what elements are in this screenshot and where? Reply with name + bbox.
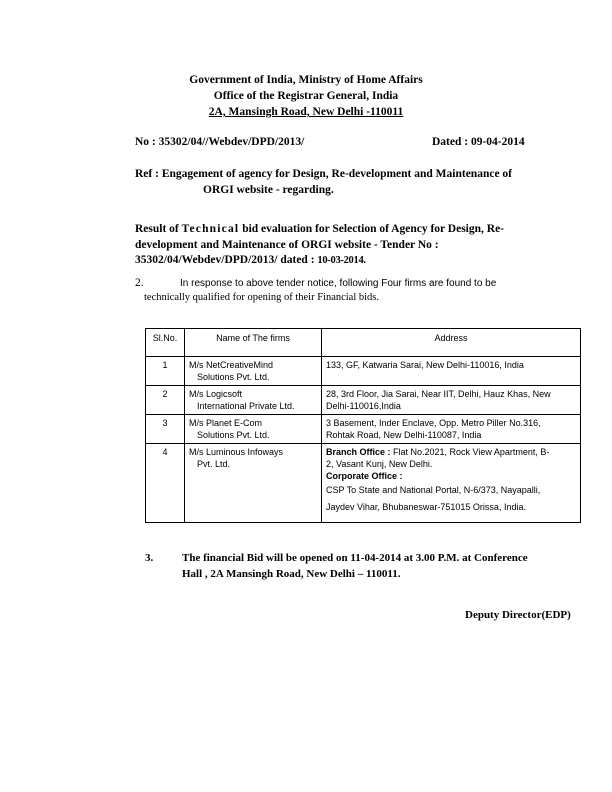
branch-office-line-1 [326, 446, 576, 458]
cell-slno: 4 [146, 444, 185, 523]
table-row [146, 444, 581, 523]
letterhead [0, 72, 612, 120]
subject-line-2: ORGI website - regarding. [203, 184, 334, 196]
column-header-address: Address [322, 329, 581, 357]
paragraph-2-number: 2. [135, 277, 144, 289]
paragraph-3-number: 3. [145, 552, 154, 564]
reference-date: Dated : 09-04-2014 [432, 136, 525, 148]
address-line-2: Rohtak Road, New Delhi-110087, India [326, 430, 482, 440]
cell-firm-name [185, 415, 322, 444]
firm-name-line-2: Solutions Pvt. Ltd. [197, 430, 270, 440]
branch-office-text: Flat No.2021, Rock View Apartment, B- [390, 447, 550, 457]
address-line-1: 3 Basement, Inder Enclave, Opp. Metro Piller No.316, [326, 418, 541, 428]
header-ministry: Government of India, Ministry of Home Affairs [189, 74, 423, 86]
paragraph-3-text: The financial Bid will be opened on 11-04-2014 at 3.00 P.M. at Conference [182, 552, 528, 564]
result-line-1-rest: bid evaluation for Selection of Agency for Design, Re- [242, 223, 505, 235]
table-row [146, 386, 581, 415]
address-line-1: 133, GF, Katwaria Sarai, New Delhi-110016, India [326, 360, 524, 370]
result-heading [135, 222, 535, 269]
subject-reference [135, 166, 545, 198]
branch-office-label: Branch Office : [326, 447, 391, 457]
cell-address [322, 357, 581, 386]
cell-slno: 1 [146, 357, 185, 386]
cell-address [322, 444, 581, 523]
paragraph-2-line-2: technically qualified for opening of their Financial bids. [144, 292, 380, 303]
reference-number: No : 35302/04//Webdev/DPD/2013/ [135, 136, 305, 148]
subject-line-1: Ref : Engagement of agency for Design, Re-development and Maintenance of [135, 168, 513, 180]
firm-name-line-1: M/s NetCreativeMind [189, 360, 274, 370]
paragraph-2-text: In response to above tender notice, following Four firms are found to be [180, 278, 497, 289]
header-address: 2A, Mansingh Road, New Delhi -110011 [208, 106, 404, 118]
cell-slno: 3 [146, 415, 185, 444]
cell-slno: 2 [146, 386, 185, 415]
corporate-office-label: Corporate Office : [326, 471, 403, 481]
header-office: Office of the Registrar General, India [213, 90, 399, 102]
cell-firm-name [185, 444, 322, 523]
firms-table [145, 328, 581, 523]
result-line-2: development and Maintenance of ORGI website - Tender No : [135, 238, 439, 251]
cell-firm-name [185, 357, 322, 386]
result-tender-no: 35302/04/Webdev/DPD/2013/ dated : [135, 254, 315, 266]
result-line-1 [135, 222, 535, 238]
firm-name-line-1: M/s Logicsoft [189, 389, 243, 399]
table-row [146, 357, 581, 386]
result-technical: Technical [181, 223, 240, 235]
firm-name-line-1: M/s Luminous Infoways [189, 447, 284, 457]
table-row [146, 415, 581, 444]
result-tender-date: 10-03-2014. [317, 255, 366, 266]
corporate-office-line-1: CSP To State and National Portal, N-6/373, Nayapalli, [326, 485, 541, 495]
firm-name-line-2: Pvt. Ltd. [197, 459, 231, 469]
firm-name-line-1: M/s Planet E-Com [189, 418, 263, 428]
firm-name-line-2: Solutions Pvt. Ltd. [197, 372, 270, 382]
paragraph-3-line-1 [145, 550, 575, 566]
signatory-designation: Deputy Director(EDP) [465, 609, 571, 621]
table-header-row [146, 329, 581, 357]
address-line-1: 28, 3rd Floor, Jia Sarai, Near IIT, Delhi, Hauz Khas, New [326, 389, 551, 399]
address-line-2: Delhi-110016,India [326, 401, 401, 411]
cell-address [322, 386, 581, 415]
firm-name-line-2: International Private Ltd. [197, 401, 295, 411]
cell-address [322, 415, 581, 444]
result-line-3 [135, 253, 535, 269]
result-prefix: Result of [135, 223, 179, 235]
corporate-office-line-2: Jaydev Vihar, Bhubaneswar-751015 Orissa, India. [326, 502, 526, 512]
cell-firm-name [185, 386, 322, 415]
column-header-name: Name of The firms [185, 329, 322, 357]
paragraph-3 [145, 550, 575, 582]
branch-office-line-2: 2, Vasant Kunj, New Delhi. [326, 459, 433, 469]
paragraph-3-line-2: Hall , 2A Mansingh Road, New Delhi – 110011. [182, 568, 401, 580]
column-header-slno: Sl.No. [146, 329, 185, 357]
paragraph-2 [135, 276, 555, 305]
paragraph-2-line-1 [135, 276, 555, 291]
